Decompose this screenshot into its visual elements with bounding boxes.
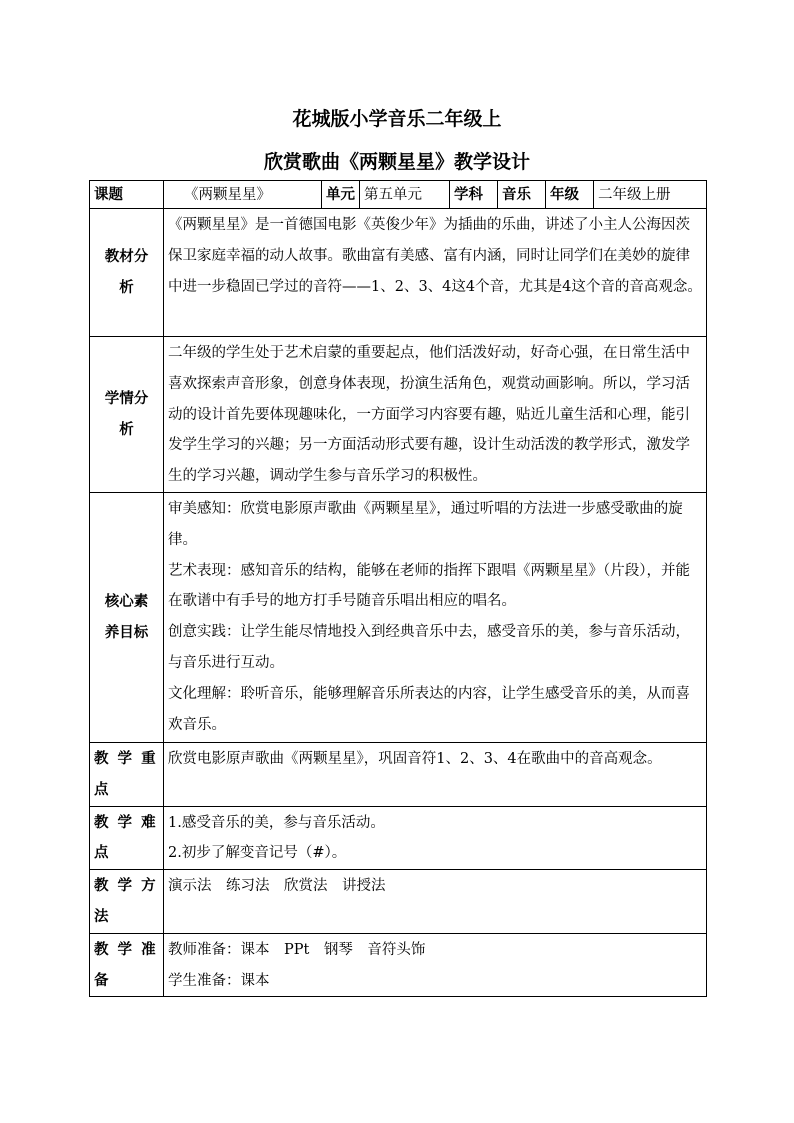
- difficulties-label-line1: 教 学 难: [94, 813, 158, 831]
- goals-row: [90, 493, 707, 743]
- grade-value: 二年级上册: [594, 181, 707, 209]
- preparation-text: [164, 933, 707, 997]
- students-label-line2: 析: [119, 421, 134, 438]
- preparation-label-line1: 教 学 准: [94, 940, 158, 958]
- material-label-line2: 析: [119, 279, 134, 296]
- goal-culture: 文化理解：聆听音乐，能够理解音乐所表达的内容，让学生感受音乐的美，从而喜欢音乐。: [168, 685, 690, 733]
- difficulties-text: [164, 806, 707, 870]
- lesson-plan-table: [89, 180, 707, 997]
- goals-label: [90, 493, 164, 743]
- student-preparation: 学生准备：课本: [168, 972, 270, 989]
- header-row: [90, 181, 707, 209]
- key-points-label-line2: 点: [94, 780, 111, 798]
- methods-label: [90, 870, 164, 934]
- subject-value: 音乐: [498, 181, 546, 209]
- material-text: 《两颗星星》是一首德国电影《英俊少年》为插曲的乐曲，讲述了小主人公海因茨保卫家庭幸福的动人故事。歌曲富有美感、富有内涵，同时让同学们在美妙的旋律中进一步稳固已学过的音符——1、2、3、4这4个音，尤其是4这个音的音高观念。: [164, 209, 707, 337]
- key-points-label: [90, 743, 164, 807]
- key-points-label-line1: 教 学 重: [94, 750, 158, 767]
- methods-label-line1: 教 学 方: [94, 877, 158, 895]
- goal-practice: 创意实践：让学生能尽情地投入到经典音乐中去，感受音乐的美，参与音乐活动，与音乐进行互动。: [168, 624, 690, 671]
- difficulties-label-line2: 点: [94, 844, 111, 862]
- students-label-line1: 学情分: [104, 390, 149, 408]
- material-row: [90, 209, 707, 337]
- difficulties-label: [90, 806, 164, 870]
- unit-value: 第五单元: [360, 181, 450, 209]
- preparation-label-line2: 备: [94, 971, 111, 989]
- students-text: 二年级的学生处于艺术启蒙的重要起点，他们活泼好动，好奇心强，在日常生活中喜欢探索声音形象，创意身体表现，扮演生活角色，观赏动画影响。所以，学习活动的设计首先要体现趣味化，一方面学习内容要有趣，贴近儿童生活和心理，能引发学生学习的兴趣；另一方面活动形式要有趣，设计生动活泼的教学形式，激发学生的学习兴趣，调动学生参与音乐学习的积极性。: [164, 337, 707, 493]
- methods-text: 演示法 练习法 欣赏法 讲授法: [164, 870, 707, 934]
- students-row: [90, 337, 707, 493]
- key-points-row: [90, 743, 707, 807]
- difficulties-row: [90, 806, 707, 870]
- goals-label-line2: 养目标: [104, 624, 149, 641]
- teacher-preparation: 教师准备：课本 PPt 钢琴 音符头饰: [168, 941, 426, 958]
- grade-label: 年级: [546, 181, 594, 209]
- goal-aesthetic: 审美感知：欣赏电影原声歌曲《两颗星星》，通过听唱的方法进一步感受歌曲的旋律。: [168, 501, 683, 548]
- material-label-line1: 教材分: [104, 248, 149, 266]
- preparation-row: [90, 933, 707, 997]
- topic-label: 课题: [90, 181, 164, 209]
- material-label: [90, 209, 164, 337]
- difficulty-item-2: 2.初步了解变音记号（#）。: [168, 845, 347, 862]
- methods-label-line2: 法: [94, 907, 111, 925]
- doc-title-line2: 欣赏歌曲《两颗星星》教学设计: [263, 151, 530, 173]
- unit-label: 单元: [322, 181, 360, 209]
- difficulty-item-1: 1.感受音乐的美，参与音乐活动。: [168, 814, 385, 831]
- topic-value: 《两颗星星》: [164, 181, 322, 209]
- students-label: [90, 337, 164, 493]
- goals-text: [164, 493, 707, 743]
- key-points-text: 欣赏电影原声歌曲《两颗星星》，巩固音符1、2、3、4在歌曲中的音高观念。: [164, 743, 707, 807]
- doc-title-line1: 花城版小学音乐二年级上: [292, 108, 502, 130]
- subject-label: 学科: [450, 181, 498, 209]
- preparation-label: [90, 933, 164, 997]
- goal-expression: 艺术表现：感知音乐的结构，能够在老师的指挥下跟唱《两颗星星》（片段），并能在歌谱中有手号的地方打手号随音乐唱出相应的唱名。: [168, 562, 690, 610]
- goals-label-line1: 核心素: [104, 593, 149, 611]
- methods-row: [90, 870, 707, 934]
